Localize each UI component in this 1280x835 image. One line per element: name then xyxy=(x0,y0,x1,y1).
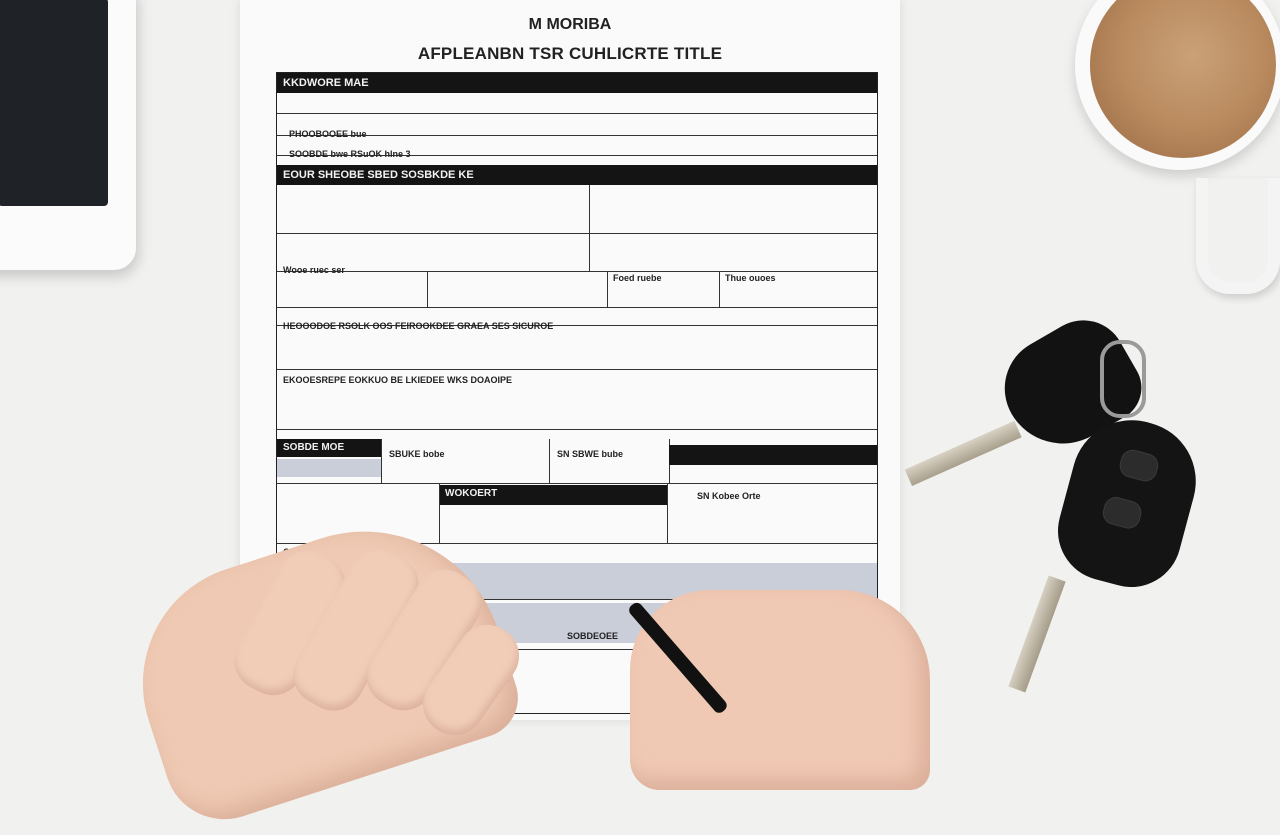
col-line xyxy=(667,483,668,543)
col-line xyxy=(427,271,428,307)
col-line xyxy=(719,271,720,307)
field-label: SN SBWE bube xyxy=(557,449,624,459)
field-text: HEOOODOE RSOLK OOS FEIROOKDEE GRAEA SES SICUROE xyxy=(283,321,554,331)
key-blade xyxy=(1008,575,1065,692)
field-label: Foed ruebe xyxy=(613,273,662,283)
section-bar-4: WOKOERT xyxy=(439,485,667,505)
cup-handle xyxy=(1196,178,1280,294)
field-label[interactable]: SOOBDE bwe RSuOK hlne 3 xyxy=(289,149,411,159)
row-line xyxy=(277,233,877,234)
field-label: PHOOBOOEE bue xyxy=(289,129,367,139)
row-line xyxy=(277,369,877,370)
section-bar-2: EOUR SHEOBE SBED SOSBKDE KE xyxy=(277,165,877,185)
tablet xyxy=(0,0,136,270)
shaded-cell xyxy=(277,459,381,477)
field-text: EKOOESREPE EOKKUO BE LKIEDEE WKS DOAOIPE xyxy=(283,375,513,385)
row-line xyxy=(277,307,877,308)
dark-header-cell xyxy=(669,445,877,465)
col-line xyxy=(589,185,590,271)
field-label: SBUKE bobe xyxy=(389,449,445,459)
fob-button xyxy=(1100,494,1144,531)
form-title: AFPLEANBN TSR CUHLICRTE TITLE xyxy=(417,44,723,63)
form-heading-line1: M MORIBA xyxy=(528,16,612,33)
row-line xyxy=(277,483,877,484)
col-line xyxy=(439,483,440,543)
field-label: SOBDEOEE xyxy=(567,631,619,641)
col-line xyxy=(381,439,382,483)
section-bar-3: SOBDE MOE xyxy=(277,439,381,457)
right-hand xyxy=(630,590,930,790)
tablet-screen xyxy=(0,0,108,206)
col-line xyxy=(607,271,608,307)
row-line xyxy=(277,429,877,430)
fob-button xyxy=(1117,447,1161,484)
key-blade xyxy=(905,421,1022,486)
field-label: Wooe ruec ser xyxy=(283,265,345,275)
section-bar-1: KKDWORE MAE xyxy=(277,73,877,93)
field-label: SN Kobee Orte xyxy=(697,491,761,501)
key-ring xyxy=(1100,340,1146,418)
field-label: Thue ouoes xyxy=(725,273,776,283)
col-line xyxy=(549,439,550,483)
row-line xyxy=(277,113,877,114)
